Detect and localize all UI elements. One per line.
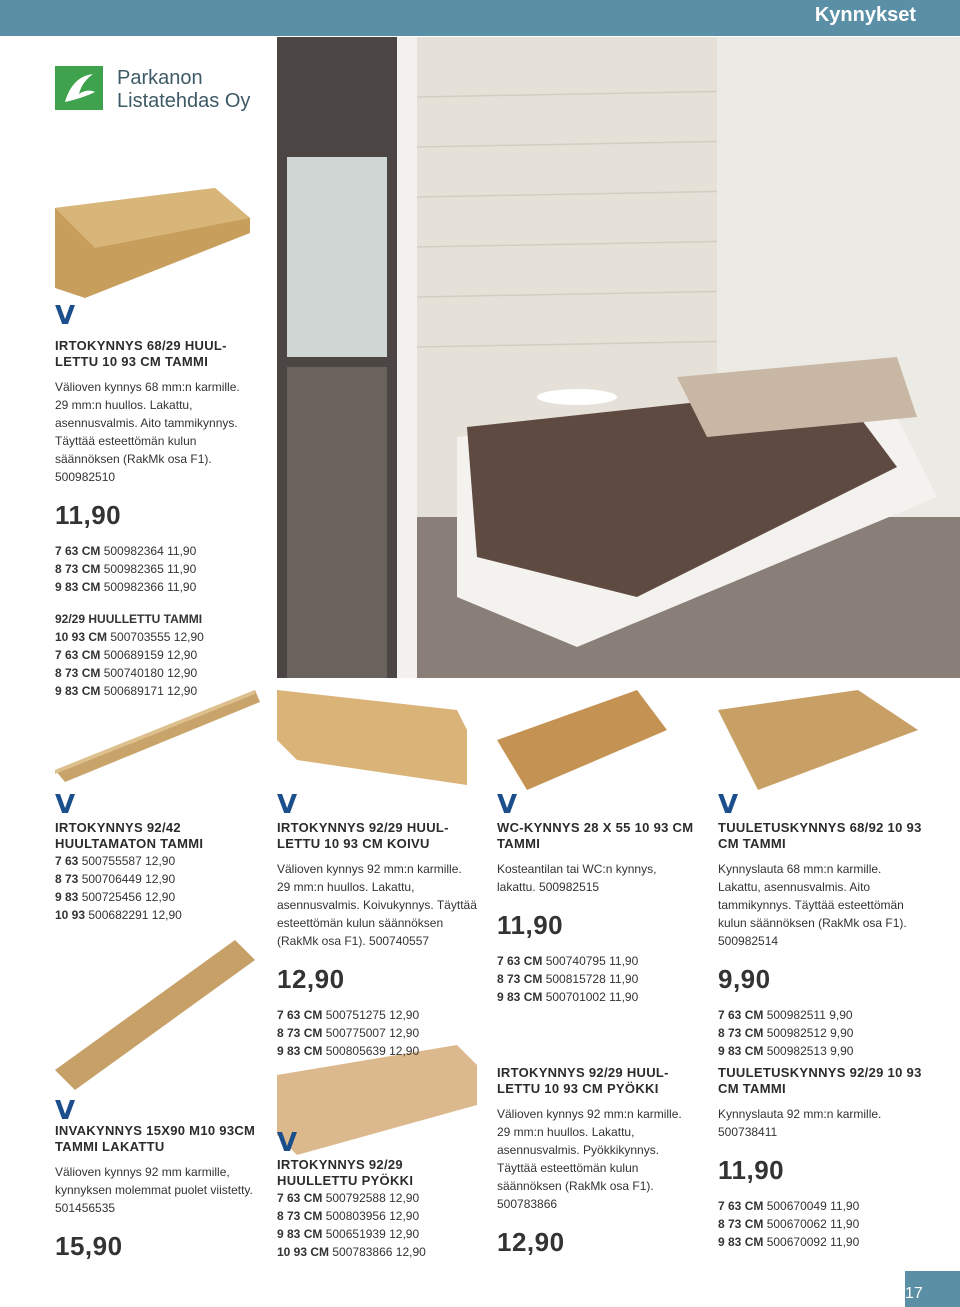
threshold-image-inva [55,940,255,1090]
variant-row: 7 63 CM 500740795 11,90 [497,954,639,968]
product-title: IRTOKYNNYS 92/42 HUULTAMATON TAMMI [55,820,204,851]
product-price: 12,90 [277,964,345,994]
variant-row: 7 63 CM 500670049 11,90 [718,1199,860,1213]
variant-row: 8 73 CM 500815728 11,90 [497,972,639,986]
product-description: Kynnyslauta 92 mm:n karmille. 500738411 [718,1107,882,1139]
variant-row: 7 63 CM 500689159 12,90 [55,648,198,662]
product-description: Kosteantilan tai WC:n kynnys, lakattu. 500982515 [497,862,657,894]
variant-row: 10 93 CM 500783866 12,90 [277,1245,426,1259]
variant-row: 7 63 CM 500982511 9,90 [718,1008,853,1022]
threshold-image-wc [497,690,697,790]
section-header-bar [0,0,960,36]
variant-row: 8 73 CM 500740180 12,90 [55,666,198,680]
product-68-29-tammi [55,338,255,700]
brand-v-icon: V [497,790,518,820]
variant-row: 9 83 CM 500982366 11,90 [55,580,197,594]
bedroom-photo [277,37,960,678]
product-description: Kynnyslauta 68 mm:n karmille. Lakattu, asennusvalmis. Aito tammikynnys. Täyttää esteettömän kulun säännöksen (RakMk osa F1). 500982514 [718,862,907,948]
product-price: 11,90 [497,910,564,940]
variant-row: 10 93 500682291 12,90 [55,908,182,922]
brand-v-icon: V [277,790,298,820]
variant-row: 8 73 CM 500803956 12,90 [277,1209,420,1223]
threshold-image-tuuletus-68 [718,690,918,790]
variant-row: 8 73 CM 500982365 11,90 [55,562,197,576]
product-92-29-pyokki [497,1065,697,1269]
threshold-image-pyokki [277,1045,477,1158]
product-92-29-koivu [277,820,477,1060]
variant-row: 9 83 CM 500701002 11,90 [497,990,639,1004]
logo-line-1: Parkanon [117,67,203,89]
product-price: 9,90 [718,964,771,994]
product-title: IRTOKYNNYS 92/29 HUULLETTU PYÖKKI [277,1157,414,1188]
variant-row: 8 73 CM 500670062 11,90 [718,1217,860,1231]
company-logo [55,64,265,116]
product-price: 12,90 [497,1227,565,1257]
product-title: IRTOKYNNYS 92/29 HUUL-LETTU 10 93 CM KOIVU [277,820,449,851]
product-description: Välioven kynnys 68 mm:n karmille. 29 mm:n huullos. Lakattu, asennusvalmis. Aito tammikynnys. Täyttää esteettömän kulun säännöksen (RakMk osa F1). 500982510 [55,380,240,484]
subproduct-title: 92/29 HUULLETTU TAMMI [55,612,203,626]
variant-row: 7 63 CM 500751275 12,90 [277,1008,420,1022]
variant-row: 8 73 CM 500982512 9,90 [718,1026,854,1040]
variant-row: 7 63 500755587 12,90 [55,854,176,868]
threshold-image-68-29 [55,188,255,298]
product-description: Välioven kynnys 92 mm karmille, kynnyksen molemmat puolet viistetty. 501456535 [55,1165,253,1215]
leaf-logo-icon [55,66,103,110]
product-title: TUULETUSKYNNYS 68/92 10 93 CM TAMMI [718,820,922,851]
variant-row: 9 83 CM 500805639 12,90 [277,1044,420,1058]
product-wc-28x55 [497,820,697,1006]
section-title: Kynnykset [814,4,916,26]
logo-line-2: Listatehdas Oy [117,90,251,112]
product-title: INVAKYNNYS 15X90 M10 93CM TAMMI LAKATTU [55,1123,256,1154]
product-description: Välioven kynnys 92 mm:n karmille. 29 mm:n huullos. Lakattu, asennusvalmis. Pyökkikynnys. Täyttää esteettömän kulun säännöksen (RakMk osa F1). 500783866 [497,1107,682,1211]
variant-row: 7 63 CM 500982364 11,90 [55,544,197,558]
product-title: IRTOKYNNYS 92/29 HUUL-LETTU 10 93 CM PYÖKKI [497,1065,669,1096]
product-price: 11,90 [718,1155,785,1185]
variant-row: 9 83 CM 500982513 9,90 [718,1044,854,1058]
product-tuuletus-92-29 [718,1065,923,1251]
variant-row: 7 63 CM 500792588 12,90 [277,1191,420,1205]
product-title: WC-KYNNYS 28 X 55 10 93 CM TAMMI [497,820,694,851]
brand-v-icon: V [55,790,76,820]
product-price: 15,90 [55,1231,123,1261]
brand-v-icon: V [277,1128,298,1158]
product-title: TUULETUSKYNNYS 92/29 10 93 CM TAMMI [718,1065,922,1096]
brand-v-icon: V [55,1096,76,1126]
product-tuuletus-68-92 [718,820,923,1060]
product-price: 11,90 [55,500,122,530]
variant-row: 9 83 CM 500689171 12,90 [55,684,198,698]
variant-row: 9 83 CM 500670092 11,90 [718,1235,860,1249]
variant-row: 8 73 500706449 12,90 [55,872,176,886]
variant-row: 10 93 CM 500703555 12,90 [55,630,204,644]
brand-v-icon: V [718,790,739,820]
brand-v-icon: V [55,301,76,331]
product-92-42-tammi [55,820,255,924]
variant-row: 8 73 CM 500775007 12,90 [277,1026,420,1040]
variant-row: 9 83 500725456 12,90 [55,890,176,904]
product-92-29-pyokki-list [277,1157,477,1261]
product-description: Välioven kynnys 92 mm:n karmille. 29 mm:n huullos. Lakattu, asennusvalmis. Koivukynnys. Täyttää esteettömän kulun säännöksen (RakMk osa F1). 500740557 [277,862,477,948]
threshold-image-92-42 [55,690,255,780]
product-invakynnys [55,1123,260,1273]
threshold-image-koivu [277,690,477,790]
page-number: 17 [905,1271,960,1307]
variant-row: 9 83 CM 500651939 12,90 [277,1227,420,1241]
product-title: IRTOKYNNYS 68/29 HUUL-LETTU 10 93 CM TAMMI [55,338,227,369]
